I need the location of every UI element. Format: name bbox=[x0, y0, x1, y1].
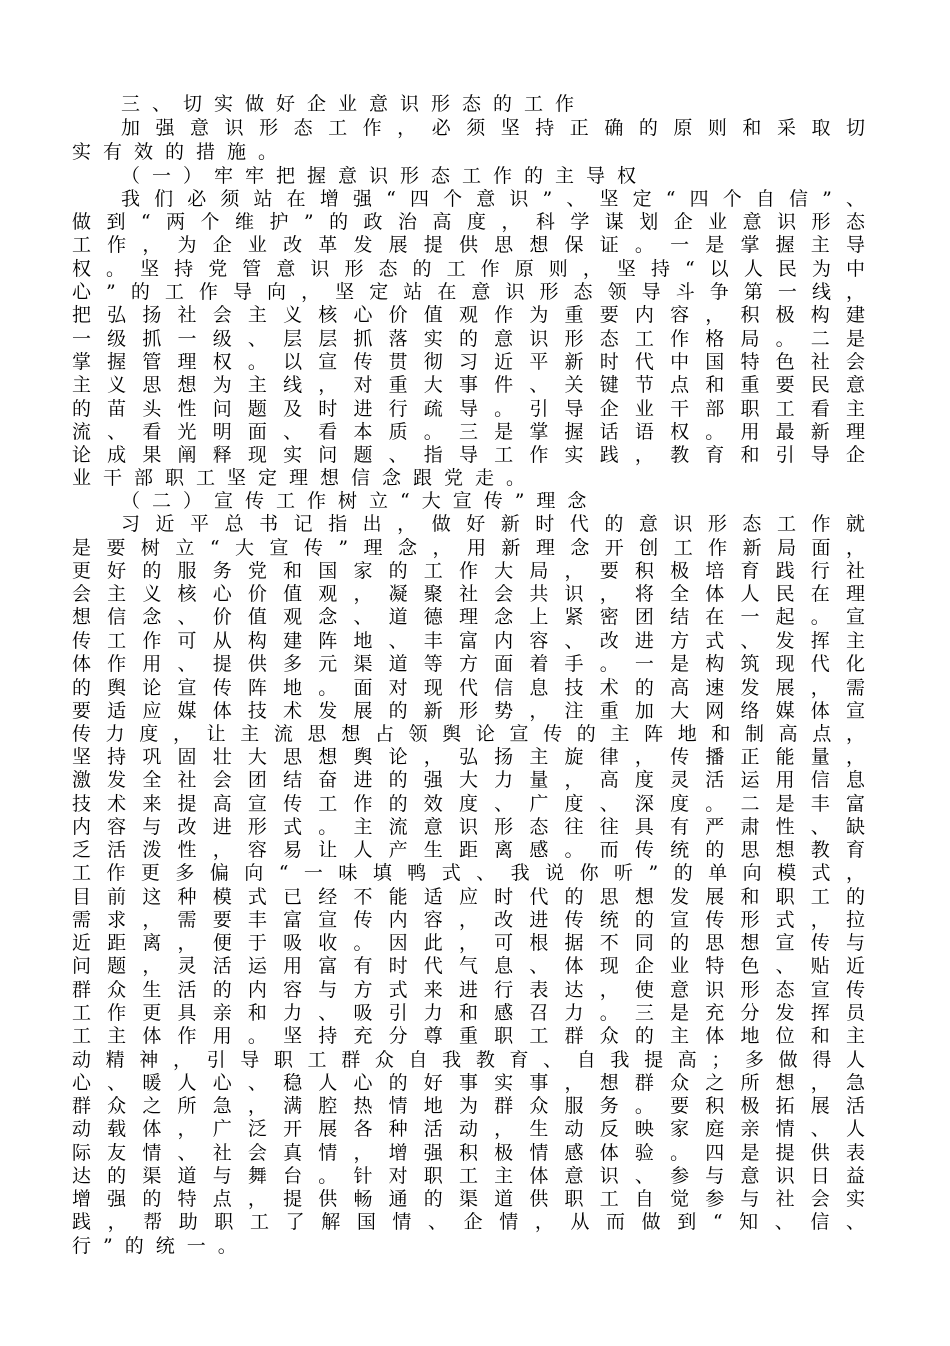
paragraph-line: 论成果阐释现实问题、指导工作实践，教育和引导企 bbox=[72, 444, 865, 466]
paragraph-line: 增强的特点，提供畅通的渠道供职工自觉参与社会实 bbox=[72, 1188, 865, 1210]
paragraph-line: 流、看光明面、看本质。三是掌握话语权。用最新理 bbox=[72, 421, 865, 443]
paragraph-line: 践，帮助职工了解国情、企情，从而做到“知、信、 bbox=[72, 1211, 865, 1233]
paragraph-line: 一级抓一级、层层抓落实的意识形态工作格局。二是 bbox=[72, 328, 865, 350]
paragraph-line: 业干部职工坚定理想信念跟党走。 bbox=[72, 467, 538, 489]
paragraph-line: 要适应媒体技术发展的新形势，注重加大网络媒体宣 bbox=[72, 700, 865, 722]
paragraph-line: 工主体作用。坚持充分尊重职工群众的主体地位和主 bbox=[72, 1025, 865, 1047]
section-heading: 三、切实做好企业意识形态的工作 bbox=[121, 93, 587, 115]
paragraph-line: 主义思想为主线，对重大事件、关键节点和重要民意 bbox=[72, 374, 865, 396]
paragraph-line: 权。坚持党管意识形态的工作原则，坚持“以人民为中 bbox=[72, 258, 865, 280]
paragraph-line: 近距离，便于吸收。因此，可根据不同的思想宣传与 bbox=[72, 932, 865, 954]
paragraph-line: 乏活泼性，容易让人产生距离感。而传统的思想教育 bbox=[72, 839, 865, 861]
paragraph-line: 达的渠道与舞台。针对职工主体意识、参与意识日益 bbox=[72, 1165, 865, 1187]
paragraph-line: 际友情、社会真情，增强积极情感体验。四是提供表 bbox=[72, 1142, 865, 1164]
paragraph-line: 工作更多偏向“一味填鸭式、我说你听”的单向模式， bbox=[72, 862, 865, 884]
paragraph-line: 体作用、提供多元渠道等方面着手。一是构筑现代化 bbox=[72, 653, 865, 675]
paragraph-line: 做到“两个维护”的政治高度，科学谋划企业意识形态 bbox=[72, 211, 865, 233]
paragraph-line: 动精神，引导职工群众自我教育、自我提高；多做得人 bbox=[72, 1049, 865, 1071]
subsection-heading: （一）牢牢把握意识形态工作的主导权 bbox=[121, 165, 649, 187]
paragraph-line: 我们必须站在增强“四个意识”、坚定“四个自信”、 bbox=[121, 188, 865, 210]
paragraph-line: 习近平总书记指出，做好新时代的意识形态工作就 bbox=[121, 513, 865, 535]
paragraph-line: 的舆论宣传阵地。面对现代信息技术的高速发展，需 bbox=[72, 677, 865, 699]
paragraph-line: 掌握管理权。以宣传贯彻习近平新时代中国特色社会 bbox=[72, 351, 865, 373]
paragraph-line: 实有效的措施。 bbox=[72, 141, 290, 163]
paragraph-line: 问题，灵活运用富有时代气息、体现企业特色、贴近 bbox=[72, 955, 865, 977]
paragraph-line: 心”的工作导向，坚定站在意识形态领导斗争第一线， bbox=[72, 281, 865, 303]
paragraph-line: 技术来提高宣传工作的效度、广度、深度。二是丰富 bbox=[72, 793, 865, 815]
paragraph-line: 群众生活的内容与方式来进行表达，使意识形态宣传 bbox=[72, 979, 865, 1001]
paragraph-line: 内容与改进形式。主流意识形态往往具有严肃性、缺 bbox=[72, 816, 865, 838]
paragraph-line: 加强意识形态工作，必须坚持正确的原则和采取切 bbox=[121, 117, 865, 139]
paragraph-line: 动载体，广泛开展各种活动，生动反映家庭亲情、人 bbox=[72, 1118, 865, 1140]
paragraph-line: 更好的服务党和国家的工作大局，要积极培育践行社 bbox=[72, 560, 865, 582]
subsection-heading: （二）宣传工作树立“大宣传”理念 bbox=[121, 490, 599, 512]
paragraph-line: 把弘扬社会主义核心价值观作为重要内容，积极构建 bbox=[72, 304, 865, 326]
paragraph-line: 传工作可从构建阵地、丰富内容、改进方式、发挥主 bbox=[72, 630, 865, 652]
paragraph-line: 传力度，让主流思想占领舆论宣传的主阵地和制高点， bbox=[72, 723, 865, 745]
paragraph-line: 想信念、价值观念、道德理念上紧密团结在一起。宣 bbox=[72, 606, 865, 628]
paragraph-line: 会主义核心价值观，凝聚社会共识，将全体人民在理 bbox=[72, 583, 865, 605]
paragraph-line: 需求，需要丰富宣传内容，改进传统的宣传形式，拉 bbox=[72, 909, 865, 931]
paragraph-line: 心、暖人心、稳人心的好事实事，想群众之所想，急 bbox=[72, 1072, 865, 1094]
paragraph-line: 激发全社会团结奋进的强大力量，高度灵活运用信息 bbox=[72, 769, 865, 791]
paragraph-line: 群众之所急，满腔热情地为群众服务。要积极拓展活 bbox=[72, 1095, 865, 1117]
paragraph-line: 工作更具亲和力、吸引力和感召力。三是充分发挥员 bbox=[72, 1002, 865, 1024]
paragraph-line: 行”的统一。 bbox=[72, 1235, 249, 1257]
paragraph-line: 是要树立“大宣传”理念，用新理念开创工作新局面， bbox=[72, 537, 865, 559]
paragraph-line: 的苗头性问题及时进行疏导。引导企业干部职工看主 bbox=[72, 398, 865, 420]
paragraph-line: 坚持巩固壮大思想舆论，弘扬主旋律，传播正能量， bbox=[72, 746, 865, 768]
paragraph-line: 目前这种模式已经不能适应时代的思想发展和职工的 bbox=[72, 886, 865, 908]
paragraph-line: 工作，为企业改革发展提供思想保证。一是掌握主导 bbox=[72, 234, 865, 256]
